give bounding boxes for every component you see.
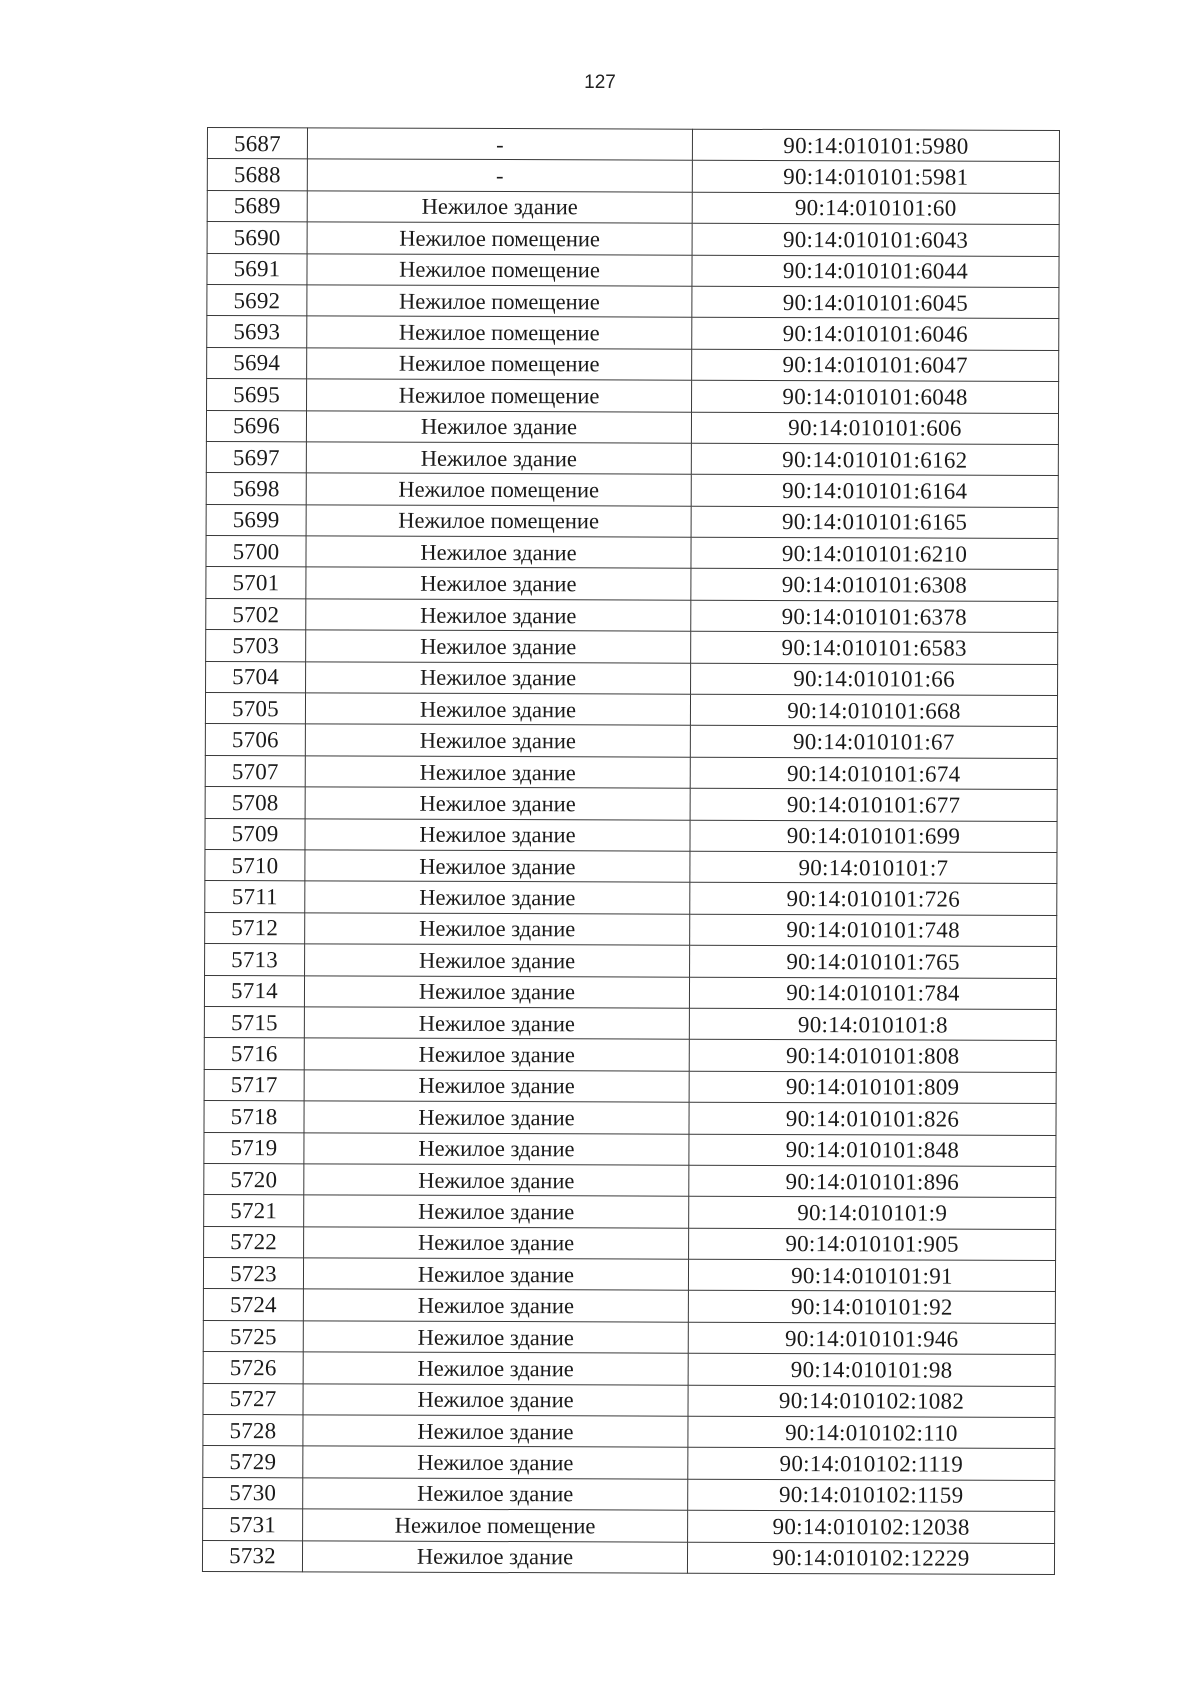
row-number-cell: 5707 <box>205 755 305 787</box>
table-row <box>202 1540 1054 1574</box>
cadastral-number-cell: 90:14:010101:674 <box>690 757 1057 790</box>
object-type-cell: Нежилое здание <box>305 881 690 914</box>
row-number-cell: 5721 <box>204 1195 304 1227</box>
object-type-cell: Нежилое здание <box>304 1132 689 1165</box>
table-row <box>206 410 1058 444</box>
property-registry-table <box>202 127 1060 1575</box>
table-row <box>203 1320 1055 1354</box>
object-type-cell: Нежилое помещение <box>307 348 692 381</box>
cadastral-number-cell: 90:14:010101:6048 <box>692 380 1059 413</box>
cadastral-number-cell: 90:14:010101:6046 <box>692 318 1059 351</box>
table-row <box>206 441 1058 475</box>
object-type-cell: Нежилое здание <box>303 1383 688 1416</box>
cadastral-number-cell: 90:14:010101:677 <box>690 788 1057 821</box>
table-row <box>204 1069 1056 1103</box>
table-row <box>206 630 1058 664</box>
object-type-cell: Нежилое помещение <box>307 222 692 255</box>
cadastral-number-cell: 90:14:010101:848 <box>689 1134 1056 1167</box>
table-row <box>204 1038 1056 1072</box>
table-row <box>204 1132 1056 1166</box>
cadastral-number-cell: 90:14:010101:6165 <box>691 506 1058 539</box>
cadastral-number-cell: 90:14:010101:726 <box>690 883 1057 916</box>
cadastral-number-cell: 90:14:010101:67 <box>690 726 1057 759</box>
object-type-cell: Нежилое здание <box>305 913 690 946</box>
table-row <box>205 944 1057 978</box>
table-row <box>206 536 1058 570</box>
cadastral-number-cell: 90:14:010102:12038 <box>688 1510 1055 1543</box>
row-number-cell: 5720 <box>204 1163 304 1195</box>
table-row <box>203 1477 1055 1511</box>
object-type-cell: Нежилое здание <box>305 818 690 851</box>
row-number-cell: 5705 <box>205 693 305 725</box>
object-type-cell: Нежилое помещение <box>306 505 691 538</box>
object-type-cell: Нежилое помещение <box>307 253 692 286</box>
object-type-cell: Нежилое помещение <box>303 1509 688 1542</box>
row-number-cell: 5695 <box>207 379 307 411</box>
object-type-cell: Нежилое помещение <box>307 379 692 412</box>
object-type-cell: Нежилое здание <box>304 1195 689 1228</box>
table-row <box>206 598 1058 632</box>
cadastral-number-cell: 90:14:010101:6162 <box>691 443 1058 476</box>
cadastral-number-cell: 90:14:010102:1082 <box>688 1385 1055 1418</box>
object-type-cell: Нежилое здание <box>303 1352 688 1385</box>
table-row <box>203 1415 1055 1449</box>
table-row <box>207 284 1059 318</box>
row-number-cell: 5689 <box>207 190 307 222</box>
row-number-cell: 5698 <box>206 473 306 505</box>
table-row <box>205 724 1057 758</box>
table-row <box>205 693 1057 727</box>
object-type-cell: Нежилое здание <box>305 944 690 977</box>
object-type-cell: Нежилое здание <box>306 630 691 663</box>
object-type-cell: Нежилое здание <box>304 1070 689 1103</box>
table-row <box>204 1163 1056 1197</box>
row-number-cell: 5718 <box>204 1101 304 1133</box>
object-type-cell: Нежилое здание <box>305 693 690 726</box>
cadastral-number-cell: 90:14:010101:6583 <box>691 631 1058 664</box>
cadastral-number-cell: 90:14:010101:66 <box>691 663 1058 696</box>
table-row <box>206 661 1058 695</box>
object-type-cell: - <box>307 159 692 192</box>
row-number-cell: 5690 <box>207 222 307 254</box>
cadastral-number-cell: 90:14:010101:896 <box>689 1165 1056 1198</box>
cadastral-number-cell: 90:14:010102:1119 <box>688 1448 1055 1481</box>
table-row <box>205 755 1057 789</box>
cadastral-number-cell: 90:14:010102:1159 <box>688 1479 1055 1512</box>
cadastral-number-cell: 90:14:010101:668 <box>690 694 1057 727</box>
object-type-cell: Нежилое здание <box>306 410 691 443</box>
cadastral-number-cell: 90:14:010101:6044 <box>692 255 1059 288</box>
cadastral-number-cell: 90:14:010101:946 <box>688 1322 1055 1355</box>
row-number-cell: 5706 <box>205 724 305 756</box>
table-row <box>205 849 1057 883</box>
table-row <box>207 379 1059 413</box>
cadastral-number-cell: 90:14:010101:765 <box>690 945 1057 978</box>
cadastral-number-cell: 90:14:010101:826 <box>689 1102 1056 1135</box>
row-number-cell: 5697 <box>206 441 306 473</box>
cadastral-number-cell: 90:14:010101:7 <box>690 851 1057 884</box>
object-type-cell: Нежилое здание <box>306 442 691 475</box>
cadastral-number-cell: 90:14:010101:699 <box>690 820 1057 853</box>
object-type-cell: Нежилое здание <box>305 724 690 757</box>
object-type-cell: Нежилое здание <box>306 567 691 600</box>
row-number-cell: 5731 <box>203 1509 303 1541</box>
cadastral-number-cell: 90:14:010101:8 <box>689 1008 1056 1041</box>
cadastral-number-cell: 90:14:010101:6210 <box>691 537 1058 570</box>
object-type-cell: Нежилое здание <box>306 661 691 694</box>
row-number-cell: 5723 <box>203 1258 303 1290</box>
object-type-cell: Нежилое здание <box>304 1038 689 1071</box>
cadastral-number-cell: 90:14:010102:12229 <box>687 1542 1054 1575</box>
table-row <box>207 128 1059 162</box>
table-row <box>206 567 1058 601</box>
object-type-cell: Нежилое здание <box>306 599 691 632</box>
row-number-cell: 5700 <box>206 536 306 568</box>
cadastral-number-cell: 90:14:010101:905 <box>689 1228 1056 1261</box>
table-row <box>205 912 1057 946</box>
cadastral-number-cell: 90:14:010101:6045 <box>692 286 1059 319</box>
cadastral-number-cell: 90:14:010101:6043 <box>692 223 1059 256</box>
object-type-cell: Нежилое помещение <box>307 316 692 349</box>
object-type-cell: Нежилое здание <box>305 850 690 883</box>
object-type-cell: Нежилое здание <box>303 1321 688 1354</box>
table-row <box>203 1383 1055 1417</box>
row-number-cell: 5691 <box>207 253 307 285</box>
row-number-cell: 5716 <box>204 1038 304 1070</box>
row-number-cell: 5726 <box>203 1352 303 1384</box>
object-type-cell: Нежилое здание <box>303 1289 688 1322</box>
cadastral-number-cell: 90:14:010101:809 <box>689 1071 1056 1104</box>
object-type-cell: Нежилое помещение <box>307 285 692 318</box>
object-type-cell: Нежилое здание <box>306 536 691 569</box>
table-row <box>204 1101 1056 1135</box>
row-number-cell: 5732 <box>202 1540 302 1572</box>
row-number-cell: 5703 <box>206 630 306 662</box>
cadastral-number-cell: 90:14:010101:5981 <box>692 161 1059 194</box>
row-number-cell: 5714 <box>204 975 304 1007</box>
row-number-cell: 5730 <box>203 1477 303 1509</box>
table-row <box>207 159 1059 193</box>
row-number-cell: 5719 <box>204 1132 304 1164</box>
cadastral-number-cell: 90:14:010101:98 <box>688 1353 1055 1386</box>
row-number-cell: 5693 <box>207 316 307 348</box>
cadastral-number-cell: 90:14:010101:6308 <box>691 569 1058 602</box>
object-type-cell: Нежилое помещение <box>306 473 691 506</box>
page-number: 127 <box>584 72 616 93</box>
row-number-cell: 5729 <box>203 1446 303 1478</box>
row-number-cell: 5712 <box>205 912 305 944</box>
cadastral-number-cell: 90:14:010101:6047 <box>692 349 1059 382</box>
cadastral-number-cell: 90:14:010101:92 <box>688 1291 1055 1324</box>
row-number-cell: 5692 <box>207 284 307 316</box>
row-number-cell: 5708 <box>205 787 305 819</box>
row-number-cell: 5702 <box>206 598 306 630</box>
table-row <box>207 190 1059 224</box>
object-type-cell: Нежилое здание <box>303 1258 688 1291</box>
cadastral-number-cell: 90:14:010101:5980 <box>692 129 1059 162</box>
table-row <box>206 504 1058 538</box>
table-row <box>207 253 1059 287</box>
row-number-cell: 5725 <box>203 1320 303 1352</box>
object-type-cell: Нежилое здание <box>304 975 689 1008</box>
table-row <box>206 473 1058 507</box>
cadastral-number-cell: 90:14:010101:60 <box>692 192 1059 225</box>
row-number-cell: 5687 <box>207 128 307 160</box>
row-number-cell: 5713 <box>205 944 305 976</box>
cadastral-number-cell: 90:14:010101:6378 <box>691 600 1058 633</box>
object-type-cell: Нежилое здание <box>303 1415 688 1448</box>
table-row <box>207 347 1059 381</box>
row-number-cell: 5701 <box>206 567 306 599</box>
row-number-cell: 5704 <box>206 661 306 693</box>
row-number-cell: 5711 <box>205 881 305 913</box>
row-number-cell: 5696 <box>206 410 306 442</box>
object-type-cell: Нежилое здание <box>304 1227 689 1260</box>
table-row <box>204 1006 1056 1040</box>
row-number-cell: 5727 <box>203 1383 303 1415</box>
row-number-cell: 5722 <box>204 1226 304 1258</box>
row-number-cell: 5728 <box>203 1415 303 1447</box>
cadastral-number-cell: 90:14:010101:9 <box>689 1196 1056 1229</box>
object-type-cell: - <box>307 128 692 161</box>
table-row <box>205 787 1057 821</box>
row-number-cell: 5694 <box>207 347 307 379</box>
object-type-cell: Нежилое здание <box>302 1540 687 1573</box>
row-number-cell: 5688 <box>207 159 307 191</box>
table-row <box>203 1509 1055 1543</box>
cadastral-number-cell: 90:14:010101:606 <box>691 412 1058 445</box>
object-type-cell: Нежилое здание <box>303 1478 688 1511</box>
row-number-cell: 5699 <box>206 504 306 536</box>
row-number-cell: 5717 <box>204 1069 304 1101</box>
row-number-cell: 5715 <box>204 1006 304 1038</box>
table-row <box>203 1352 1055 1386</box>
row-number-cell: 5724 <box>203 1289 303 1321</box>
cadastral-number-cell: 90:14:010101:784 <box>689 977 1056 1010</box>
table-row <box>205 881 1057 915</box>
table-row <box>207 316 1059 350</box>
row-number-cell: 5709 <box>205 818 305 850</box>
table-row <box>203 1289 1055 1323</box>
cadastral-number-cell: 90:14:010101:6164 <box>691 474 1058 507</box>
cadastral-number-cell: 90:14:010101:748 <box>690 914 1057 947</box>
table-row <box>204 1226 1056 1260</box>
object-type-cell: Нежилое здание <box>304 1164 689 1197</box>
object-type-cell: Нежилое здание <box>305 756 690 789</box>
cadastral-number-cell: 90:14:010102:110 <box>688 1416 1055 1449</box>
table-row <box>204 975 1056 1009</box>
object-type-cell: Нежилое здание <box>304 1007 689 1040</box>
row-number-cell: 5710 <box>205 849 305 881</box>
cadastral-number-cell: 90:14:010101:91 <box>688 1259 1055 1292</box>
object-type-cell: Нежилое здание <box>303 1446 688 1479</box>
table-row <box>203 1258 1055 1292</box>
object-type-cell: Нежилое здание <box>305 787 690 820</box>
cadastral-number-cell: 90:14:010101:808 <box>689 1040 1056 1073</box>
table-row <box>203 1446 1055 1480</box>
table-row <box>207 222 1059 256</box>
object-type-cell: Нежилое здание <box>307 191 692 224</box>
table-body <box>202 128 1059 1575</box>
table-row <box>205 818 1057 852</box>
object-type-cell: Нежилое здание <box>304 1101 689 1134</box>
table-row <box>204 1195 1056 1229</box>
